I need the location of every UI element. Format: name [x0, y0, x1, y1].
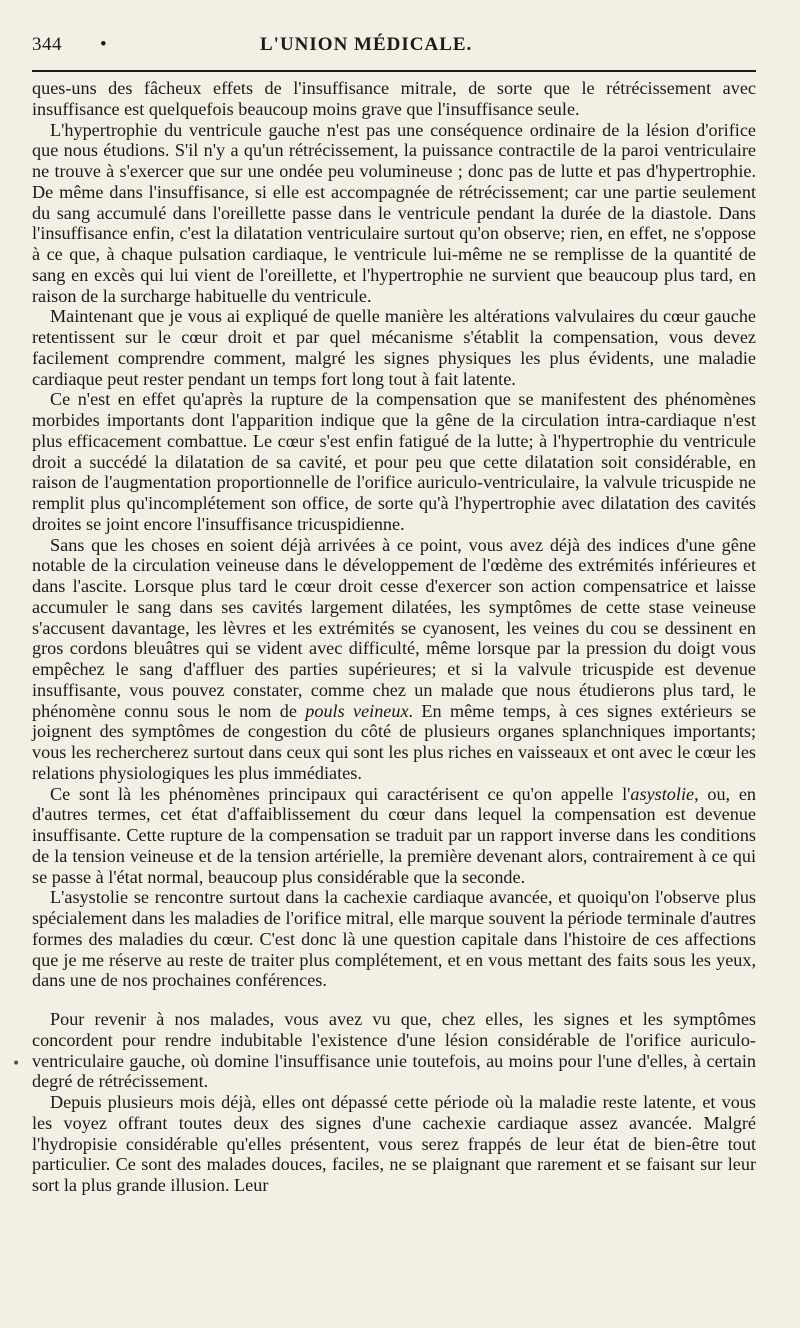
- paragraph-6: Ce sont là les phénomènes principaux qui caractérisent ce qu'on appelle l'asystolie, ou, en d'autres termes, cet état d'affaiblissement du cœur dans lequel la compensation est devenue insuffisante. Cette rupture de la compensation se traduit par un rapport inverse dans les conditions de la tension veineuse et de la tension artérielle, la première devenant alors, contrairement à ce qui se passe à l'état normal, beaucoup plus considérable que la seconde.: [32, 783, 757, 887]
- paragraph-3: Maintenant que je vous ai expliqué de quelle manière les altérations valvulaires du cœur gauche retentissent sur le cœur droit et par quel mécanisme s'établit la compensation, vous devez facilement comprendre comment, malgré les signes physiques les plus évidents, une maladie cardiaque peut rester pendant un temps fort long tout à fait latente.: [32, 306, 756, 389]
- paragraph-7: L'asystolie se rencontre surtout dans la cachexie cardiaque avancée, et quoiqu'on l'observe plus spécialement dans les maladies de l'orifice mitral, elle marque souvent la période terminale d'autres formes des maladies du cœur. C'est donc là une question capitale dans l'histoire de ces affections que je me réserve au reste de traiter plus complétement, et en vous mettant des faits sous les yeux, dans une de nos prochaines conférences.: [32, 887, 756, 991]
- paragraph-2: L'hypertrophie du ventricule gauche n'est pas une conséquence ordinaire de la lésion d'orifice que nous étudions. S'il n'y a qu'un rétrécissement, la puissance contractile de la paroi ventriculaire ne trouve à s'exercer que sur une ondée peu volumineuse ; donc pas de lutte et pas d'hypertrophie. De même dans l'insuffisance, si elle est accompagnée de rétrécissement; car une partie seulement du sang accumulé dans l'oreillette passe dans le ventricule pendant la durée de la diastole. Dans l'insuffisance enfin, c'est la dilatation ventriculaire surtout qu'on observe; rien, en effet, ne s'oppose à ce que, à chaque pulsation cardiaque, le ventricule lui-même ne se remplisse de la quantité de sang en excès qui lui vient de l'oreillette, et l'hypertrophie ne survient que beaucoup plus tard, en raison de la surcharge habituelle du ventricule.: [32, 119, 756, 306]
- paragraph-4: Ce n'est en effet qu'après la rupture de la compensation que se manifestent des phénomènes morbides importants dont l'apparition indique que la gêne de la circulation intra-cardiaque n'est plus efficacement combattue. Le cœur s'est enfin fatigué de la lutte; à l'hypertrophie du ventricule droit a succédé la dilatation de sa cavité, et pour peu que cette dilatation soit considérable, en raison de l'augmentation proportionnelle de l'orifice auriculo-ventriculaire, la valvule tricuspide ne remplit plus qu'incomplétement son office, de sorte qu'à l'hypertrophie avec dilatation des cavités droites se joint encore l'insuffisance tricuspidienne.: [32, 389, 756, 534]
- italic-term: pouls veineux: [305, 700, 409, 721]
- header-rule: [32, 70, 756, 72]
- header-bullet: •: [100, 34, 108, 55]
- paragraph-8: Pour revenir à nos malades, vous avez vu que, chez elles, les signes et les symptômes concordent pour rendre indubitable l'existence d'une lésion considérable de l'orifice auriculo-ventriculaire gauche, où domine l'insuffisance unie toutefois, au moins pour l'une d'elles, à certain degré de rétrécissement.: [32, 1009, 756, 1092]
- italic-term: asystolie: [630, 783, 695, 804]
- paragraph-9: Depuis plusieurs mois déjà, elles ont dépassé cette période où la maladie reste latente, et vous les voyez offrant toutes deux des signes d'une cachexie cardiaque assez avancée. Malgré l'hydropisie considérable qu'elles présentent, vous serez frappés de leur état de bien-être tout particulier. Ce sont des malades douces, faciles, ne se plaignant que rarement et se faisant sur leur sort la plus grande illusion. Leur: [32, 1092, 756, 1195]
- page-number: 344: [32, 34, 62, 55]
- paragraph-5: Sans que les choses en soient déjà arrivées à ce point, vous avez déjà des indices d'une gêne notable de la circulation veineuse dans le développement de l'œdème des extrémités inférieures et dans l'ascite. Lorsque plus tard le cœur droit cesse d'exercer son action compensatrice et laisse accumuler le sang dans ses cavités largement dilatées, les symptômes de cette stase veineuse s'accusent davantage, les lèvres et les extrémités se cyanosent, les veines du cou se dessinent en gros cordons bleuâtres qui se vident avec difficulté, même lorsque par la pression du doigt vous empêchez le sang d'affluer des parties supérieures; et si la valvule tricuspide est devenue insuffisante, vous pouvez constater, comme chez un malade que nous étudierons plus tard, le phénomène connu sous le nom de pouls veineux. En même temps, à ces signes extérieurs se joignent des symptômes de congestion du côté de plusieurs organes splanchniques importants; vous les rechercherez surtout dans ceux qui sont les plus riches en vaisseaux et ont avec le cœur les relations physiologiques les plus immédiates.: [32, 534, 756, 783]
- running-header: [32, 34, 756, 64]
- paragraph-1: ques-uns des fâcheux effets de l'insuffisance mitrale, de sorte que le rétrécissement avec insuffisance est quelquefois beaucoup moins grave que l'insuffisance seule.: [32, 78, 756, 119]
- margin-mark: •: [12, 1056, 21, 1072]
- running-title: L'UNION MÉDICALE.: [260, 34, 473, 55]
- body-text: [32, 78, 756, 1196]
